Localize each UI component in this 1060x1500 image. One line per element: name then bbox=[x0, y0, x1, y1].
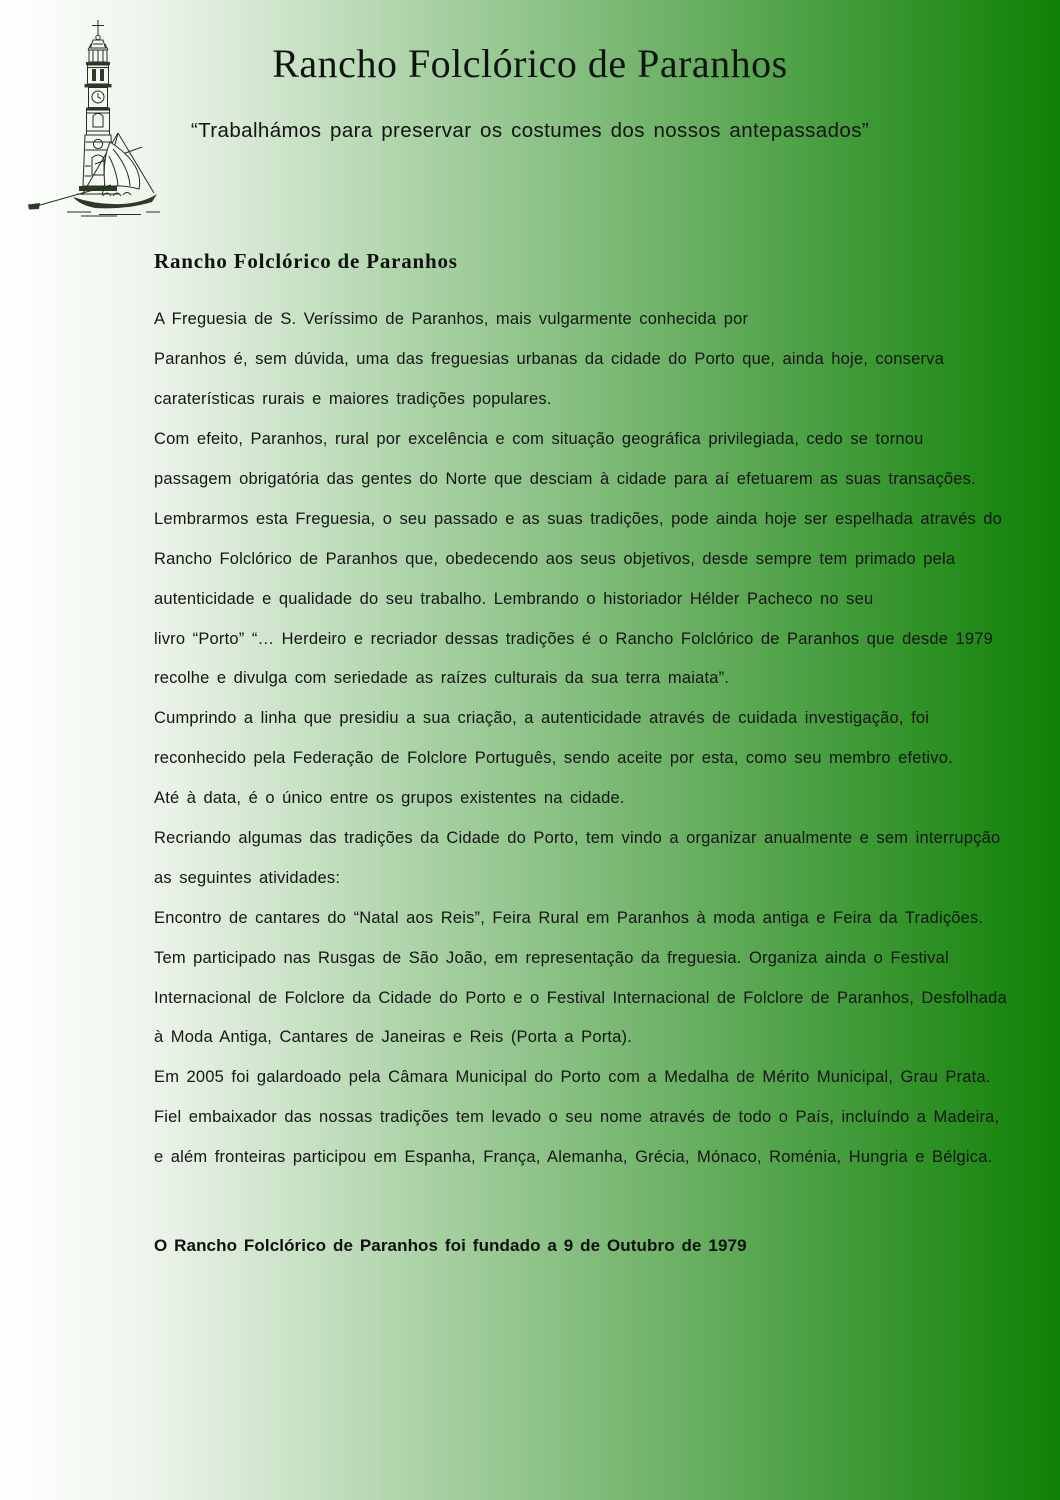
page-subtitle: “Trabalhámos para preservar os costumes dos nossos antepassados” bbox=[190, 119, 870, 142]
article-line: Lembrarmos esta Freguesia, o seu passado e as suas tradições, pode ainda hoje ser espelhada através do bbox=[154, 509, 1003, 528]
article-line: reconhecido pela Federação de Folclore Português, sendo aceite por esta, como seu membro efetivo. bbox=[154, 749, 953, 768]
article-line: passagem obrigatória das gentes do Norte que desciam à cidade para aí efetuarem as suas transações. bbox=[154, 470, 976, 488]
article-line: A Freguesia de S. Veríssimo de Paranhos, mais vulgarmente conhecida por bbox=[154, 310, 749, 329]
article-line: Tem participado nas Rusgas de São João, em representação da freguesia. Organiza ainda o Festival bbox=[154, 948, 949, 967]
article-line: as seguintes atividades: bbox=[154, 868, 341, 887]
article-line: à Moda Antiga, Cantares de Janeiras e Reis (Porta a Porta). bbox=[154, 1028, 633, 1047]
article-line: e além fronteiras participou em Espanha, França, Alemanha, Grécia, Mónaco, Roménia, Hungria e Bélgica. bbox=[154, 1148, 993, 1167]
article-line: Fiel embaixador das nossas tradições tem levado o seu nome através de todo o País, incluíndo a Madeira, bbox=[154, 1108, 1000, 1127]
article-line: Até à data, é o único entre os grupos existentes na cidade. bbox=[154, 789, 625, 808]
page-title: Rancho Folclórico de Paranhos bbox=[272, 41, 788, 86]
founding-statement: O Rancho Folclórico de Paranhos foi fundado a 9 de Outubro de 1979 bbox=[154, 1236, 747, 1255]
article-body bbox=[154, 300, 1007, 1178]
article-line: caraterísticas rurais e maiores tradições populares. bbox=[154, 390, 552, 409]
article-line: Rancho Folclórico de Paranhos que, obedecendo aos seus objetivos, desde sempre tem primado pela bbox=[154, 549, 956, 568]
article-line: Cumprindo a linha que presidiu a sua criação, a autenticidade através de cuidada investigação, foi bbox=[154, 709, 930, 728]
article-heading: Rancho Folclórico de Paranhos bbox=[154, 249, 458, 273]
article-line: Internacional de Folclore da Cidade do Porto e o Festival Internacional de Folclore de Paranhos, Desfolhada bbox=[154, 988, 1007, 1007]
article-line: Paranhos é, sem dúvida, uma das freguesias urbanas da cidade do Porto que, ainda hoje, conserva bbox=[154, 350, 944, 369]
article-line: Em 2005 foi galardoado pela Câmara Municipal do Porto com a Medalha de Mérito Municipal, Grau Prata. bbox=[154, 1068, 991, 1087]
article-line: autenticidade e qualidade do seu trabalho. Lembrando o historiador Hélder Pacheco no seu bbox=[154, 589, 874, 608]
article-line: recolhe e divulga com seriedade as raízes culturais da sua terra maiata”. bbox=[154, 669, 730, 688]
article-line: Recriando algumas das tradições da Cidade do Porto, tem vindo a organizar anualmente e sem interrupção bbox=[154, 829, 1001, 848]
article-line: Com efeito, Paranhos, rural por excelência e com situação geográfica privilegiada, cedo se tornou bbox=[154, 430, 924, 449]
article-line: livro “Porto” “… Herdeiro e recriador dessas tradições é o Rancho Folclórico de Paranhos que desde 1979 bbox=[154, 629, 994, 648]
article-line: Encontro de cantares do “Natal aos Reis”, Feira Rural em Paranhos à moda antiga e Feira da Tradições. bbox=[154, 908, 984, 927]
